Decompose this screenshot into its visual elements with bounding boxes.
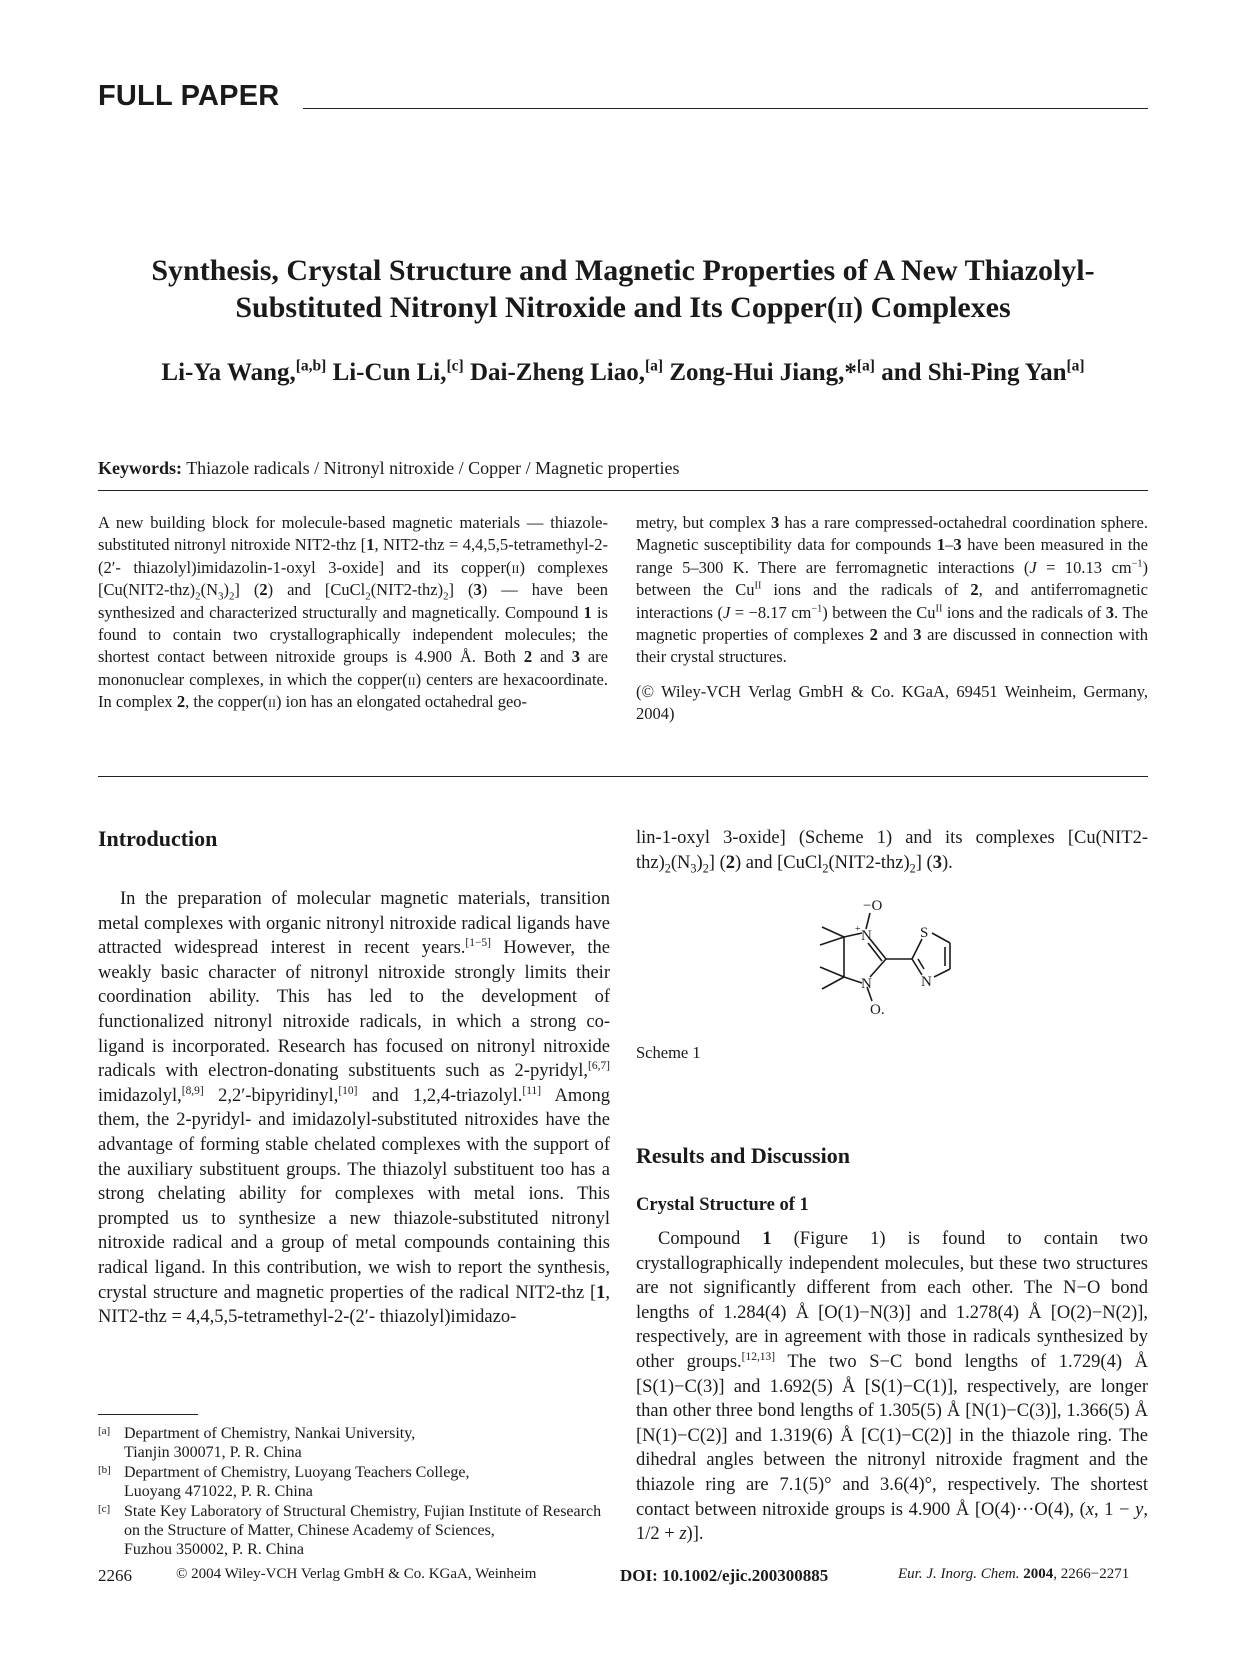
author: Li-Cun Li,[c]	[332, 357, 464, 386]
header-rule	[303, 108, 1148, 109]
atom-n-ring: N	[921, 974, 932, 990]
keywords-label: Keywords:	[98, 458, 182, 478]
bond	[822, 977, 844, 989]
bond	[870, 959, 886, 977]
bond	[934, 969, 950, 977]
charge-plus: +	[855, 924, 861, 935]
author-list	[98, 358, 1148, 388]
bond	[912, 959, 922, 975]
footnote-b: [b] Department of Chemistry, Luoyang Teachers College, Luoyang 471022, P. R. China	[98, 1464, 470, 1500]
page-footer	[98, 1566, 1148, 1590]
results-subheading: Crystal Structure of 1	[636, 1195, 809, 1215]
roman-numeral: ii	[836, 291, 854, 324]
title-line-2	[98, 289, 1148, 326]
footnote-a: [a] Department of Chemistry, Nankai University, Tianjin 300071, P. R. China	[98, 1425, 416, 1461]
bond	[844, 977, 862, 983]
title-text: Substituted Nitronyl Nitroxide and Its Copper(	[235, 291, 837, 324]
abstract-bottom-rule	[98, 776, 1148, 777]
scheme-1-structure	[810, 895, 990, 1015]
introduction-body: In the preparation of molecular magnetic materials, transition metal complexes with organic nitronyl nitroxide radical ligands have attracted widespread interest in recent years.[1−5] However, the weakly basic character of nitronyl nitroxide strongly limits their coordination ability. This has led to the development of functionalized nitronyl nitroxide radicals, in which a strong co-ligand is incorporated. Research has focused on nitronyl nitroxide radicals with electron-donating substituents such as 2-pyridyl,[6,7] imidazolyl,[8,9] 2,2′-bipyridinyl,[10] and 1,2,4-triazolyl.[11] Among them, the 2-pyridyl- and imidazolyl-substituted nitroxides have the advantage of forming stable chelated complexes with the support of the auxiliary substituent groups. The thiazolyl substituent too has a strong chelating ability for complexes with metal ions. This prompted us to synthesize a new thiazole-substituted nitronyl nitroxide radical and a group of metal compounds containing this radical ligand. In this contribution, we wish to report the synthesis, crystal structure and magnetic properties of the radical NIT2-thz [1, NIT2-thz = 4,4,5,5-tetramethyl-2-(2′- thiazolyl)imidazo-	[98, 889, 610, 1328]
author: Li-Ya Wang,[a,b]	[161, 357, 327, 386]
footer-copyright: © 2004 Wiley-VCH Verlag GmbH & Co. KGaA, Weinheim	[176, 1566, 537, 1582]
atom-n-bottom: N	[861, 976, 872, 992]
footnote-rule	[98, 1414, 198, 1415]
footnotes	[98, 1424, 610, 1560]
results-body: Compound 1 (Figure 1) is found to contain two crystallographically independent molecules, but these two structures are not significantly different from each other. The N−O bond lengths of 1.284(4) Å [O(1)−N(3)] and 1.278(4) Å [O(2)−N(2)], respectively, are in agreement with those in radicals synthesized by other groups.[12,13] The two S−C bond lengths of 1.729(4) Å [S(1)−C(3)] and 1.692(5) Å [S(1)−C(1)], respectively, are longer than other three bond lengths of 1.305(5) Å [N(1)−C(3)], 1.366(5) Å [N(1)−C(2)] and 1.319(6) Å [C(1)−C(2)] in the thiazole ring. The dihedral angles between the nitronyl nitroxide fragment and the thiazole ring are 7.1(5)° and 3.6(4)°, respectively. The shortest contact between nitroxide groups is 4.900 Å [O(4)···O(4), (x, 1 − y, 1/2 + z)].	[636, 1229, 1149, 1545]
bond	[820, 967, 844, 977]
paper-title	[98, 252, 1148, 326]
abstract-top-rule	[98, 490, 1148, 491]
abstract-left: A new building block for molecule-based magnetic materials — thiazole-substituted nitronyl nitroxide NIT2-thz [1, NIT2-thz = 4,4,5,5-tetramethyl-2-(2′- thiazolyl)imidazolin-1-oxyl 3-oxide] and its copper(ii) complexes $[Cu(NIT2-thz)_2(N_3)_2]$ (2) and $[CuCl_2(NIT2-thz)_2]$ (3) — have been synthesized and characterized structurally and magnetically. Compound 1 is found to contain two crystallographically independent molecules; the shortest contact between nitroxide groups is 4.900 Å. Both 2 and 3 are mononuclear complexes, in which the copper(ii) centers are hexacoordinate. In complex 2, the copper(ii) ion has an elongated octahedral geo-	[98, 513, 608, 712]
page-number: 2266	[98, 1566, 132, 1585]
author: and Shi-Ping Yan[a]	[881, 357, 1085, 386]
results-heading: Results and Discussion	[636, 1143, 850, 1168]
title-line-1: Synthesis, Crystal Structure and Magnetic Properties of A New Thiazolyl-	[151, 254, 1095, 287]
atom-s: S	[920, 925, 929, 941]
bond	[932, 933, 950, 943]
keywords	[98, 458, 1148, 479]
footer-doi: DOI: 10.1002/ejic.200300885	[620, 1566, 829, 1585]
bond	[866, 913, 870, 929]
bond	[820, 937, 844, 945]
abstract-copyright: (© Wiley-VCH Verlag GmbH & Co. KGaA, 69451 Weinheim, Germany, 2004)	[636, 681, 1148, 724]
author: Zong-Hui Jiang,*[a]	[669, 357, 875, 386]
author: Dai-Zheng Liao,[a]	[469, 357, 664, 386]
title-text: ) Complexes	[853, 291, 1011, 324]
bond	[912, 939, 922, 959]
introduction-heading: Introduction	[98, 826, 218, 851]
atom-n-plus: N	[861, 928, 872, 944]
page-header	[98, 78, 1148, 118]
atom-o-top: −O	[863, 898, 883, 914]
bond	[918, 959, 924, 969]
keywords-text: Thiazole radicals / Nitronyl nitroxide / Copper / Magnetic properties	[186, 458, 680, 478]
footnote-c: [c] State Key Laboratory of Structural Chemistry, Fujian Institute of Research on the Structure of Matter, Chinese Academy of Sciences, Fuzhou 350002, P. R. China	[98, 1503, 602, 1558]
footer-citation: Eur. J. Inorg. Chem. 2004 , 2266−2271	[898, 1566, 1130, 1582]
introduction-continuation: lin-1-oxyl 3-oxide] (Scheme 1) and its complexes $[Cu(NIT2-thz)_2(N_3)_2]$ (2) and $[CuCl_2(NIT2-thz)_2]$ (3).	[636, 828, 1148, 876]
abstract-right: metry, but complex 3 has a rare compressed-octahedral coordination sphere. Magnetic susceptibility data for compounds 1–3 have been measured in the range 5–300 K. There are ferromagnetic interactions (J = 10.13 $cm^{-1}$) between the $Cu^{II}$ ions and the radicals of 2, and antiferromagnetic interactions (J = −8.17 $cm^{-1}$) between the $Cu^{II}$ ions and the radicals of 3. The magnetic properties of complexes 2 and 3 are discussed in connection with their crystal structures. (© Wiley-VCH Verlag GmbH & Co. KGaA, 69451 Weinheim, Germany, 2004)	[636, 512, 1148, 726]
atom-o-bottom: O.	[870, 1002, 885, 1015]
scheme-caption: Scheme 1	[636, 1043, 701, 1062]
bond	[822, 927, 844, 937]
section-label: FULL PAPER	[98, 80, 280, 112]
